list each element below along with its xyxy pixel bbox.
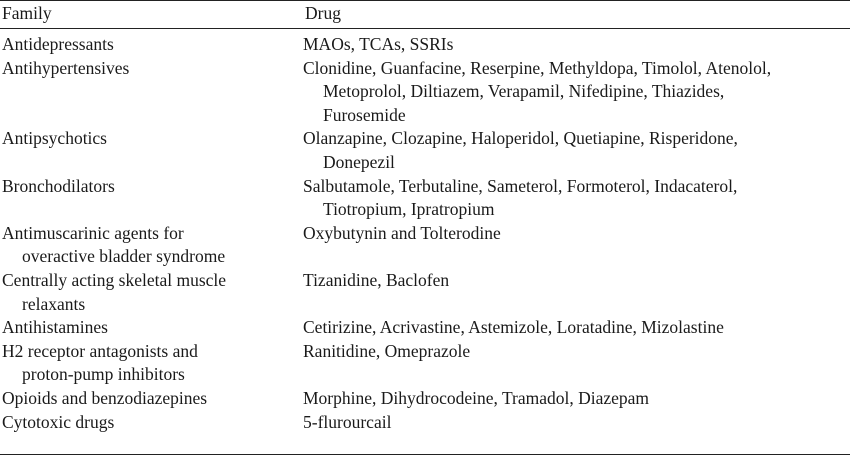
drug-cell	[0, 411, 547, 435]
family-text: Antihistamines	[2, 317, 108, 338]
drug-cell	[0, 387, 650, 411]
drug-text: Salbutamole, Terbutaline, Sameterol, Formoterol, Indacaterol,	[303, 175, 738, 196]
family-text: Cytotoxic drugs	[2, 411, 115, 432]
drug-text-continued: Donepezil	[323, 151, 395, 172]
table-row	[0, 222, 850, 269]
column-header-drug: Drug	[305, 3, 341, 23]
family-text-continued: overactive bladder syndrome	[22, 246, 226, 267]
table-row	[0, 57, 850, 128]
family-text: Antipsychotics	[2, 128, 107, 149]
drug-text: Tizanidine, Baclofen	[303, 269, 450, 290]
drug-text: Oxybutynin and Tolterodine	[303, 222, 501, 243]
drug-text: Olanzapine, Clozapine, Haloperidol, Quetiapine, Risperidone,	[303, 128, 738, 149]
drug-text: Clonidine, Guanfacine, Reserpine, Methyldopa, Timolol, Atenolol,	[303, 57, 772, 78]
drug-cell	[0, 175, 738, 222]
table-row	[0, 175, 850, 222]
family-text: Bronchodilators	[2, 175, 115, 196]
family-text: Centrally acting skeletal muscle	[2, 269, 227, 290]
family-text: Opioids and benzodiazepines	[2, 387, 208, 408]
family-text: Antihypertensives	[2, 57, 130, 78]
drug-text: Cetirizine, Acrivastine, Astemizole, Loratadine, Mizolastine	[303, 317, 724, 338]
table-row	[0, 316, 850, 340]
drug-text: 5-flurourcail	[303, 411, 392, 432]
family-text: H2 receptor antagonists and	[2, 340, 198, 361]
drug-cell	[0, 340, 547, 387]
family-text: Antidepressants	[2, 34, 114, 54]
header-rule	[0, 28, 850, 29]
table-row	[0, 33, 850, 57]
table-row	[0, 269, 850, 316]
table-row	[0, 340, 850, 387]
drug-text-continued: Tiotropium, Ipratropium	[323, 199, 495, 220]
family-text-continued: proton-pump inhibitors	[22, 364, 185, 385]
drug-cell	[0, 57, 772, 128]
drug-text-continued: Furosemide	[323, 104, 406, 125]
drug-text: MAOs, TCAs, SSRIs	[303, 34, 454, 54]
drug-text-continued: Metoprolol, Diltiazem, Verapamil, Nifedipine, Thiazides,	[323, 81, 725, 102]
drug-cell	[0, 33, 547, 57]
drug-cell	[0, 222, 547, 269]
drug-cell	[0, 269, 547, 316]
table-body	[0, 33, 850, 434]
table-row	[0, 387, 850, 411]
drug-text: Morphine, Dihydrocodeine, Tramadol, Diazepam	[303, 387, 650, 408]
table-row	[0, 411, 850, 435]
family-text-continued: relaxants	[22, 293, 86, 314]
table-row	[0, 127, 850, 174]
drug-cell	[0, 316, 724, 340]
drug-text: Ranitidine, Omeprazole	[303, 340, 471, 361]
drug-cell	[0, 127, 738, 174]
table-header-row	[0, 1, 850, 28]
family-text: Antimuscarinic agents for	[2, 222, 184, 243]
column-header-family: Family	[2, 3, 52, 23]
